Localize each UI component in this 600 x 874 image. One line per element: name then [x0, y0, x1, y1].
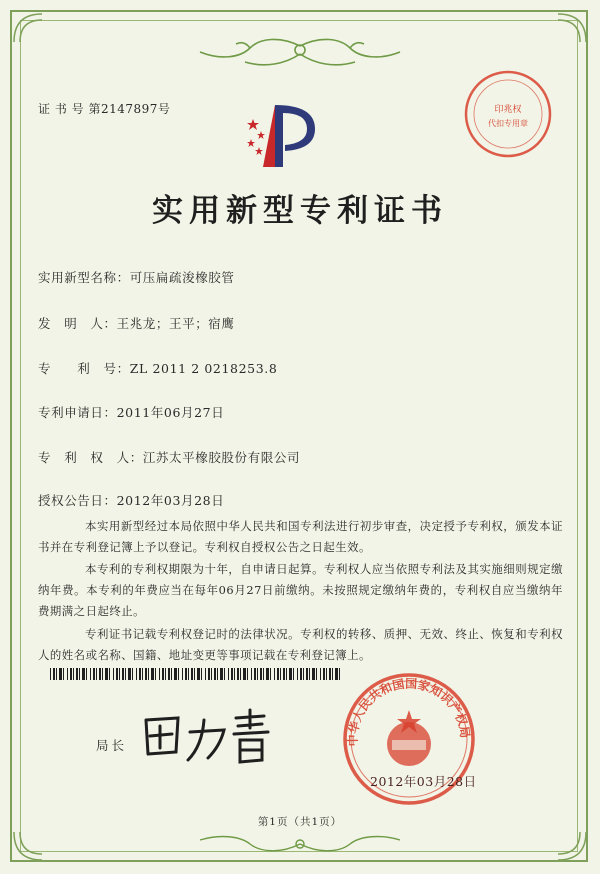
paragraph-term	[38, 559, 563, 622]
sipo-logo-icon	[245, 95, 325, 175]
field-inventor	[38, 314, 235, 332]
field-value: 可压扁疏浚橡胶管	[129, 270, 235, 285]
field-label: 专 利 号：	[38, 361, 130, 376]
corner-ornament-icon	[12, 828, 46, 862]
director-signature-icon	[138, 706, 278, 768]
field-label: 实用新型名称：	[38, 270, 130, 285]
paragraph-text: 专利证书记载专利权登记时的法律状况。专利权的转移、质押、无效、终止、恢复和专利权人的姓名或名称、国籍、地址变更等事项记载在专利登记簿上。	[38, 627, 563, 662]
field-value: 江苏太平橡胶股份有限公司	[142, 450, 301, 465]
field-patentee	[38, 448, 300, 466]
field-value: ZL 2011 2 0218253.8	[129, 361, 278, 376]
top-flourish-icon	[190, 34, 410, 84]
corner-ornament-icon	[554, 12, 588, 46]
field-label: 授权公告日：	[38, 493, 117, 508]
certificate-title: 实用新型专利证书	[152, 193, 448, 229]
field-grant-date	[38, 491, 224, 509]
certificate-number: 证 书 号 第2147897号	[38, 102, 171, 116]
svg-text:代扣专用章: 代扣专用章	[488, 119, 528, 128]
barcode-icon	[50, 668, 342, 680]
paragraph-status	[38, 624, 563, 666]
paragraph-text: 本实用新型经过本局依照中华人民共和国专利法进行初步审查，决定授予专利权，颁发本证书并在专利登记簿上予以登记。专利权自授权公告之日起生效。	[38, 519, 563, 554]
field-value: 2012年03月28日	[116, 493, 225, 508]
field-value: 2011年06月27日	[116, 405, 225, 420]
field-name	[38, 268, 235, 286]
page-number: 第1页（共1页）	[257, 816, 343, 828]
agency-stamp-icon	[462, 68, 554, 160]
field-label: 专 利 权 人：	[38, 450, 143, 465]
svg-text:印兆权: 印兆权	[494, 105, 522, 115]
corner-ornament-icon	[12, 12, 46, 46]
paragraph-grant	[38, 516, 563, 558]
field-patent-number	[38, 359, 277, 377]
corner-ornament-icon	[554, 828, 588, 862]
paragraph-text: 本专利的专利权期限为十年，自申请日起算。专利权人应当依照专利法及其实施细则规定缴纳年费。本专利的年费应当在每年06月27日前缴纳。未按照规定缴纳年费的，专利权自应当缴纳年费期满之日起终止。	[38, 562, 563, 618]
seal-date: 2012年03月28日	[370, 774, 477, 789]
director-label: 局长	[96, 738, 128, 753]
field-value: 王兆龙；王平；宿鹰	[116, 316, 235, 331]
field-label: 发 明 人：	[38, 316, 117, 331]
field-application-date	[38, 403, 224, 421]
field-label: 专利申请日：	[38, 405, 117, 420]
seal-arc-text: 中华人民共和国国家知识产权局	[345, 676, 473, 747]
